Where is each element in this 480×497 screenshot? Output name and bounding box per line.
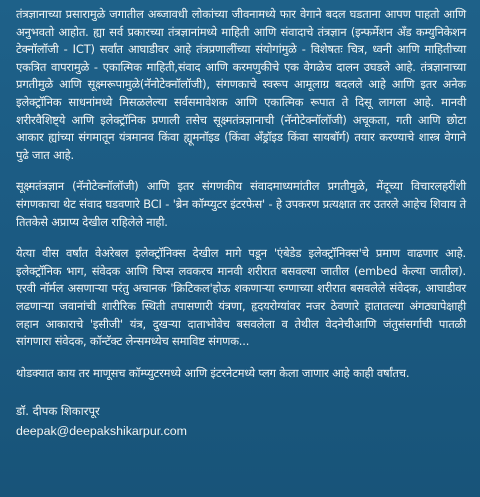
paragraph-bci: सूक्ष्मतंत्रज्ञान (नॅनोटेक्नॉलॉजी) आणि इतर संगणकीय संवादमाध्यमांतील प्रगतीमुळे, मेंदूच्या विचारलहरींशी संगणकाचा थेट संवाद घडवणारे BCI - 'ब्रेन कॉम्प्युटर इंटरफेस' - हे उपकरण प्रत्यक्षात तर उतरले आहेच शिवाय ते तितकेसे अप्राप्य देखील राहिलेले नाही.	[16, 179, 466, 229]
author-name: डॉ. दीपक शिकारपूर	[16, 404, 100, 419]
author-email: deepak@deepakshikarpur.com	[16, 424, 188, 439]
paragraph-conclusion: थोडक्यात काय तर माणूसच कॉम्प्युटरमध्ये आणि इंटरनेटमध्ये प्लग केला जाणार आहे काही वर्षांतच.	[16, 365, 410, 380]
paragraph-intro: तंत्रज्ञानाच्या प्रसारामुळे जगातील अब्जावधी लोकांच्या जीवनामध्ये फार वेगाने बदल घडताना आपण पाहतो आणि अनुभवतो आहोत. ह्या सर्व प्रकारच्या तंत्रज्ञानांमध्ये माहिती आणि संवादाचे तंत्रज्ञान (इन्फर्मेशन अँड कम्युनिकेशन टेक्नॉलॉजी - ICT) सर्वांत आघाडीवर आहे तंत्रप्रणालींच्या संयोगांमुळे - विशेषतः चित्र, ध्वनी आणि माहितीच्या एकत्रित वापरामुळे - एकात्मिक माहिती,संवाद आणि करमणुकीचे एक वेगळेच दालन उघडले आहे. तंत्रज्ञानाच्या प्रगतीमुळे आणि सूक्ष्मरूपामुळे(नॅनोटेक्नॉलॉजी), संगणकाचे स्वरूप आमूलाग्र बदलले आहे आणि इतर अनेक इलेक्ट्रॉनिक साधनांमध्ये मिसळलेल्या सर्वसमावेशक आणि एकात्मिक रूपात ते दिसू लागला आहे. मानवी शरीरवैशिष्ट्ये आणि इलेक्ट्रॉनिक प्रणाली तसेच सूक्ष्मतंत्रज्ञानाची (नॅनोटेक्नॉलॉजी) अचूकता, गती आणि छोटा आकार ह्यांच्या संगमातून यंत्रमानव किंवा ह्यूमनॉइड (किंवा अँड्रॉइड किंवा सायबॉर्ग) तयार करण्याचे शास्त्र वेगाने पुढे जात आहे.	[16, 7, 466, 162]
paragraph-embedded-electronics: येत्या वीस वर्षांत वेअरेबल इलेक्ट्रॉनिक्स देखील मागे पडून 'एंबेडेड इलेक्ट्रॉनिक्स'चे प्रमाण वाढणार आहे. इलेक्ट्रॉनिक भाग, संवेदक आणि चिप्स लवकरच मानवी शरीरात बसवल्या जातील (embed केल्या जातील). एरवी नॉर्मल असणाऱ्या परंतु अचानक 'क्रिटिकल'होऊ शकणाऱ्या रुग्णाच्या शरीरात बसवलेले संवेदक, आघाडीवर लढणाऱ्या जवानांची शारीरिक स्थिती तपासणारी यंत्रणा, हृदयरोग्यांवर नजर ठेवणारे हातातल्या अंगठ्यापेक्षाही लहान आकाराचे 'इसीजी' यंत्र, दुखऱ्या दाताभोवेच बसवलेला व तेथील वेदनेचीआणि जंतुसंसर्गाची पातळी सांगणारा संवेदक, कॉन्टॅक्ट लेन्समध्येच समाविष्ट संगणक...	[16, 246, 466, 349]
